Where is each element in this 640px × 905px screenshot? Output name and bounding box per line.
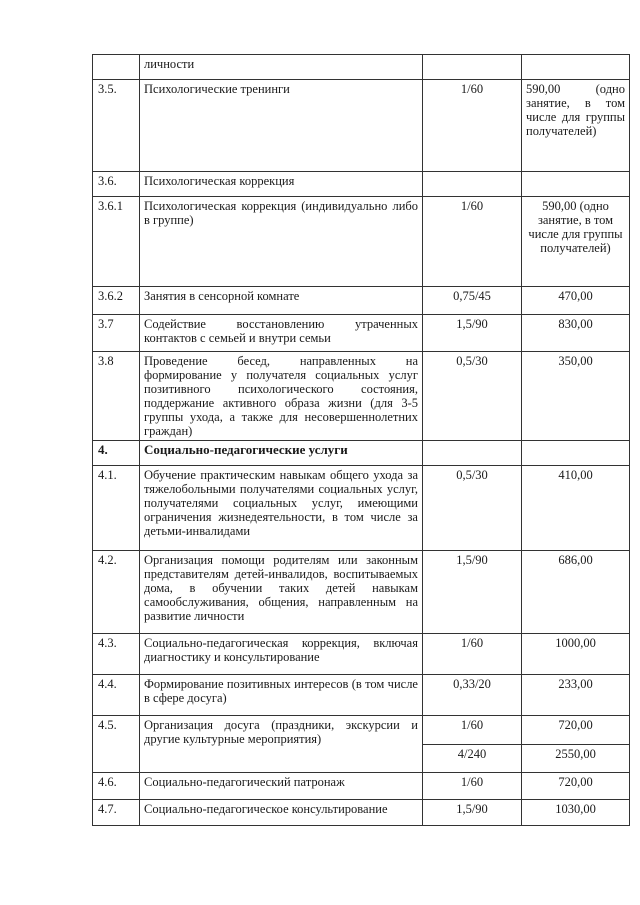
table-row (93, 55, 630, 80)
row-number: 4.6. (93, 773, 140, 800)
time-norm: 1,5/90 (423, 315, 522, 352)
time-norm: 0,75/45 (423, 287, 522, 315)
time-norm: 0,33/20 (423, 675, 522, 716)
service-name: Психологическая коррекция (140, 172, 423, 197)
row-number: 4.4. (93, 675, 140, 716)
row-number: 3.6.1 (93, 197, 140, 287)
service-name: Проведение бесед, направленных на формирование у получателя социальных услуг позитивного психологического состояния, поддержание активного образа жизни (для 3-5 группы ухода, а также для несовершеннолетних граждан) (140, 352, 423, 441)
price: 2550,00 (522, 745, 630, 773)
row-number: 4.3. (93, 634, 140, 675)
price (522, 172, 630, 197)
service-name: Психологические тренинги (140, 80, 423, 172)
table-row (93, 634, 630, 675)
row-number: 4.2. (93, 551, 140, 634)
price: 830,00 (522, 315, 630, 352)
time-norm (423, 172, 522, 197)
table-row (93, 551, 630, 634)
service-name: Социально-педагогический патронаж (140, 773, 423, 800)
table-row (93, 675, 630, 716)
table-row (93, 352, 630, 441)
table-row (93, 466, 630, 551)
service-name: личности (140, 55, 423, 80)
time-norm: 1/60 (423, 716, 522, 745)
table-row (93, 716, 630, 745)
time-norm (423, 441, 522, 466)
service-name: Организация помощи родителям или законным представителям детей-инвалидов, воспитываемых дома, в обучении таких детей навыкам самообслуживания, общения, направленным на развитие личности (140, 551, 423, 634)
table-row (93, 800, 630, 826)
table-row (93, 773, 630, 800)
service-name: Социально-педагогическая коррекция, включая диагностику и консультирование (140, 634, 423, 675)
row-number: 4.7. (93, 800, 140, 826)
table-row (93, 315, 630, 352)
time-norm: 0,5/30 (423, 466, 522, 551)
row-number: 3.8 (93, 352, 140, 441)
section-title: Социально-педагогические услуги (140, 441, 423, 466)
price (522, 55, 630, 80)
services-tariff-table (92, 54, 630, 826)
table-row (93, 172, 630, 197)
time-norm: 1,5/90 (423, 800, 522, 826)
row-number: 4.1. (93, 466, 140, 551)
service-name: Социально-педагогическое консультирование (140, 800, 423, 826)
price: 1030,00 (522, 800, 630, 826)
time-norm: 0,5/30 (423, 352, 522, 441)
price: 1000,00 (522, 634, 630, 675)
price: 410,00 (522, 466, 630, 551)
service-name: Обучение практическим навыкам общего ухода за тяжелобольными получателями социальных услуг, получателями социальных услуг, имеющими ограничения жизнедеятельности, в том числе за детьми-инвалидами (140, 466, 423, 551)
table-row (93, 80, 630, 172)
service-name: Формирование позитивных интересов (в том числе в сфере досуга) (140, 675, 423, 716)
time-norm (423, 55, 522, 80)
row-number: 4.5. (93, 716, 140, 773)
row-number: 3.6.2 (93, 287, 140, 315)
price: 720,00 (522, 773, 630, 800)
row-number: 3.5. (93, 80, 140, 172)
price: 590,00 (одно занятие, в том числе для группы получателей) (522, 197, 630, 287)
time-norm: 4/240 (423, 745, 522, 773)
service-name: Организация досуга (праздники, экскурсии и другие культурные мероприятия) (140, 716, 423, 773)
table-row (93, 441, 630, 466)
price: 686,00 (522, 551, 630, 634)
price: 350,00 (522, 352, 630, 441)
price (522, 441, 630, 466)
price: 590,00 (одно занятие, в том числе для группы получателей) (522, 80, 630, 172)
row-number: 3.7 (93, 315, 140, 352)
time-norm: 1/60 (423, 197, 522, 287)
service-name: Содействие восстановлению утраченных контактов с семьей и внутри семьи (140, 315, 423, 352)
time-norm: 1/60 (423, 80, 522, 172)
service-name: Психологическая коррекция (индивидуально либо в группе) (140, 197, 423, 287)
time-norm: 1,5/90 (423, 551, 522, 634)
time-norm: 1/60 (423, 634, 522, 675)
price: 720,00 (522, 716, 630, 745)
price: 470,00 (522, 287, 630, 315)
price: 233,00 (522, 675, 630, 716)
table-row (93, 287, 630, 315)
row-number: 3.6. (93, 172, 140, 197)
time-norm: 1/60 (423, 773, 522, 800)
service-name: Занятия в сенсорной комнате (140, 287, 423, 315)
row-number (93, 55, 140, 80)
table-row (93, 197, 630, 287)
section-number: 4. (93, 441, 140, 466)
